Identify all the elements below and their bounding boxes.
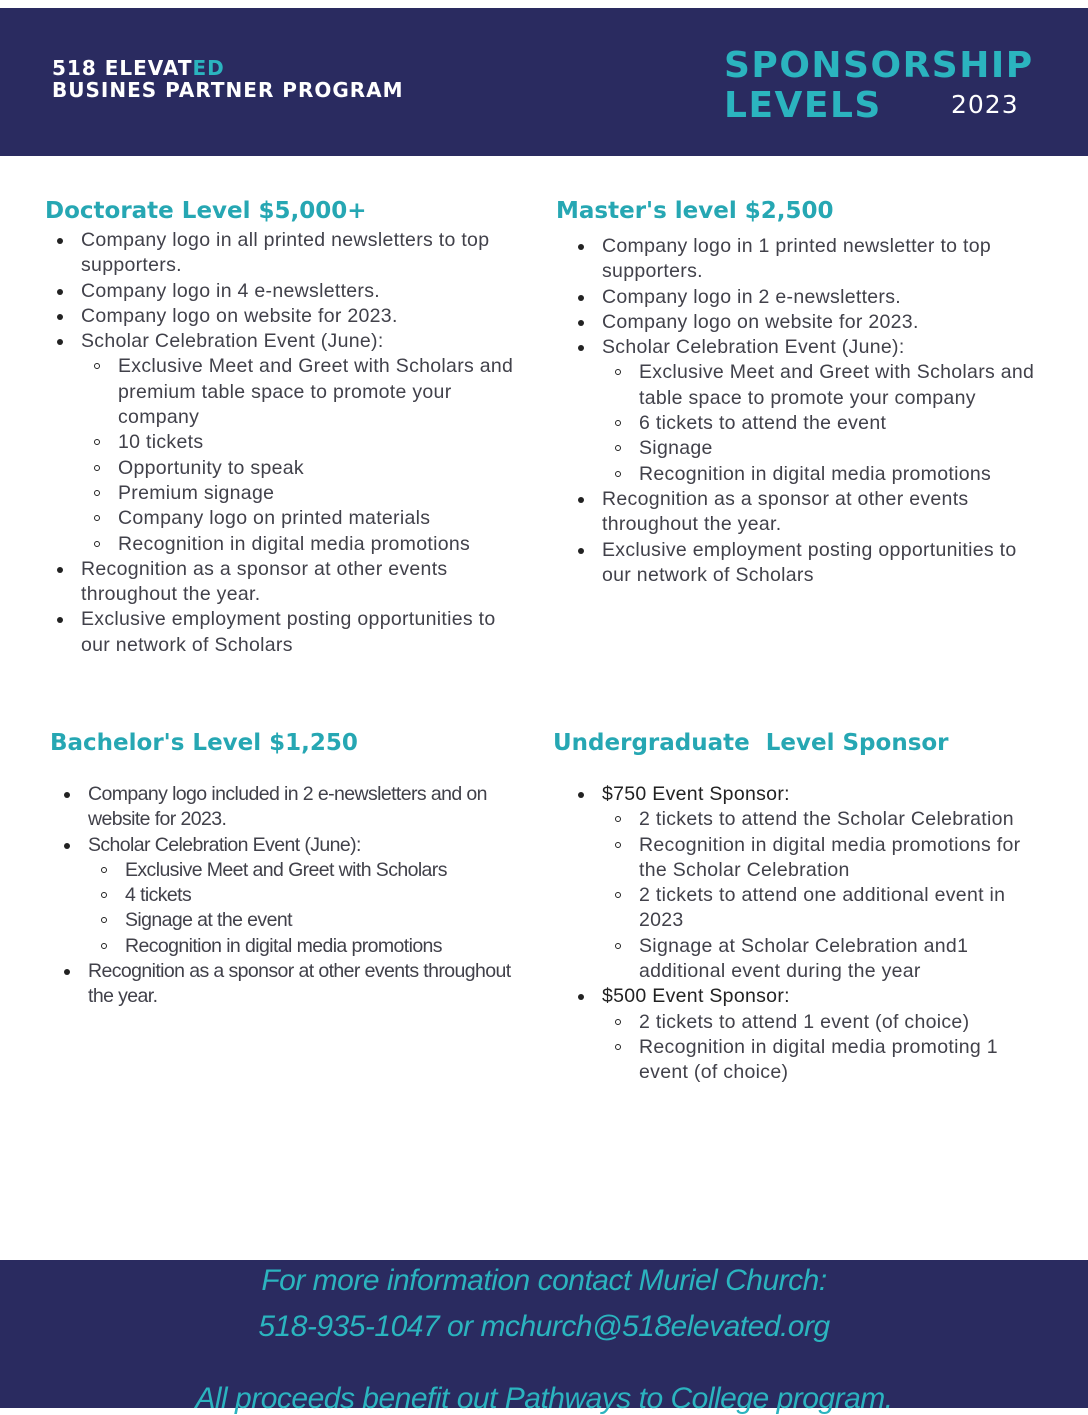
list-subitem: Recognition in digital media promotions for the Scholar Celebration (602, 833, 1038, 884)
masters-section (556, 198, 1036, 588)
list-subitem: Company logo on printed materials (81, 506, 525, 531)
list-item: Company logo on website for 2023. (45, 304, 525, 329)
list-subitem: 2 tickets to attend the Scholar Celebration (602, 807, 1038, 832)
doctorate-list (45, 228, 525, 658)
org-name: 518 ELEVATED (52, 56, 225, 80)
list-item: Recognition as a sponsor at other events throughout the year. (566, 487, 1036, 538)
list-subitem: Signage at Scholar Celebration and1 additional event during the year (602, 934, 1038, 985)
footer-banner (0, 1260, 1088, 1415)
list-item: Company logo included in 2 e-newsletters and on website for 2023. (52, 782, 520, 833)
list-item: Scholar Celebration Event (June): (52, 833, 520, 858)
list-item: Exclusive employment posting opportunities to our network of Scholars (45, 607, 525, 658)
year-label: 2023 (951, 90, 1019, 119)
list-subitem: Recognition in digital media promotions (88, 934, 520, 959)
list-item: Scholar Celebration Event (June): (45, 329, 525, 354)
list-item: Scholar Celebration Event (June): (566, 335, 1036, 360)
bachelors-list (52, 782, 520, 1010)
list-item: Company logo in 4 e-newsletters. (45, 279, 525, 304)
list-item: Company logo in all printed newsletters to top supporters. (45, 228, 525, 279)
list-subitem: Exclusive Meet and Greet with Scholars (88, 858, 520, 883)
list-item: Recognition as a sponsor at other events throughout the year. (45, 557, 525, 608)
list-subitem: Premium signage (81, 481, 525, 506)
masters-list (566, 234, 1036, 588)
doctorate-heading: Doctorate Level $5,000+ (45, 198, 367, 224)
list-item: $500 Event Sponsor: (566, 984, 1038, 1009)
list-item: Company logo in 1 printed newsletter to top supporters. (566, 234, 1036, 285)
list-item: Exclusive employment posting opportunities to our network of Scholars (566, 538, 1036, 589)
proceeds-note: All proceeds benefit out Pathways to College program. (195, 1382, 893, 1415)
bachelors-section (50, 730, 520, 1010)
list-subitem: Recognition in digital media promotions (602, 462, 1036, 487)
list-subitem: Recognition in digital media promoting 1 event (of choice) (602, 1035, 1038, 1086)
list-subitem: Recognition in digital media promotions (81, 532, 525, 557)
doctorate-section (45, 198, 525, 658)
undergrad-section (553, 730, 1038, 1086)
org-name-accent: ED (192, 56, 225, 80)
masters-heading: Master's level $2,500 (556, 198, 834, 224)
list-subitem: 2 tickets to attend 1 event (of choice) (602, 1010, 1038, 1035)
list-subitem: Signage at the event (88, 908, 520, 933)
list-subitem: Signage (602, 436, 1036, 461)
list-item: Recognition as a sponsor at other events throughout the year. (52, 959, 520, 1010)
list-subitem: 2 tickets to attend one additional event in 2023 (602, 883, 1038, 934)
header-banner (0, 8, 1088, 156)
list-subitem: 10 tickets (81, 430, 525, 455)
list-subitem: Opportunity to speak (81, 456, 525, 481)
undergrad-heading: Undergraduate Level Sponsor (553, 730, 949, 756)
list-subitem: 4 tickets (88, 883, 520, 908)
list-item: $750 Event Sponsor: (566, 782, 1038, 807)
page-title-line1: SPONSORSHIP (724, 45, 1034, 86)
contact-line: For more information contact Muriel Church: (261, 1264, 827, 1297)
list-item: Company logo in 2 e-newsletters. (566, 285, 1036, 310)
list-subitem: 6 tickets to attend the event (602, 411, 1036, 436)
contact-details: 518-935-1047 or mchurch@518elevated.org (258, 1310, 830, 1343)
undergrad-list (566, 782, 1038, 1086)
bachelors-heading: Bachelor's Level $1,250 (50, 730, 358, 756)
list-subitem: Exclusive Meet and Greet with Scholars and table space to promote your company (602, 360, 1036, 411)
page-title-line2: LEVELS (724, 85, 882, 126)
program-name: BUSINES PARTNER PROGRAM (52, 78, 404, 102)
list-subitem: Exclusive Meet and Greet with Scholars and premium table space to promote your company (81, 354, 525, 430)
list-item: Company logo on website for 2023. (566, 310, 1036, 335)
